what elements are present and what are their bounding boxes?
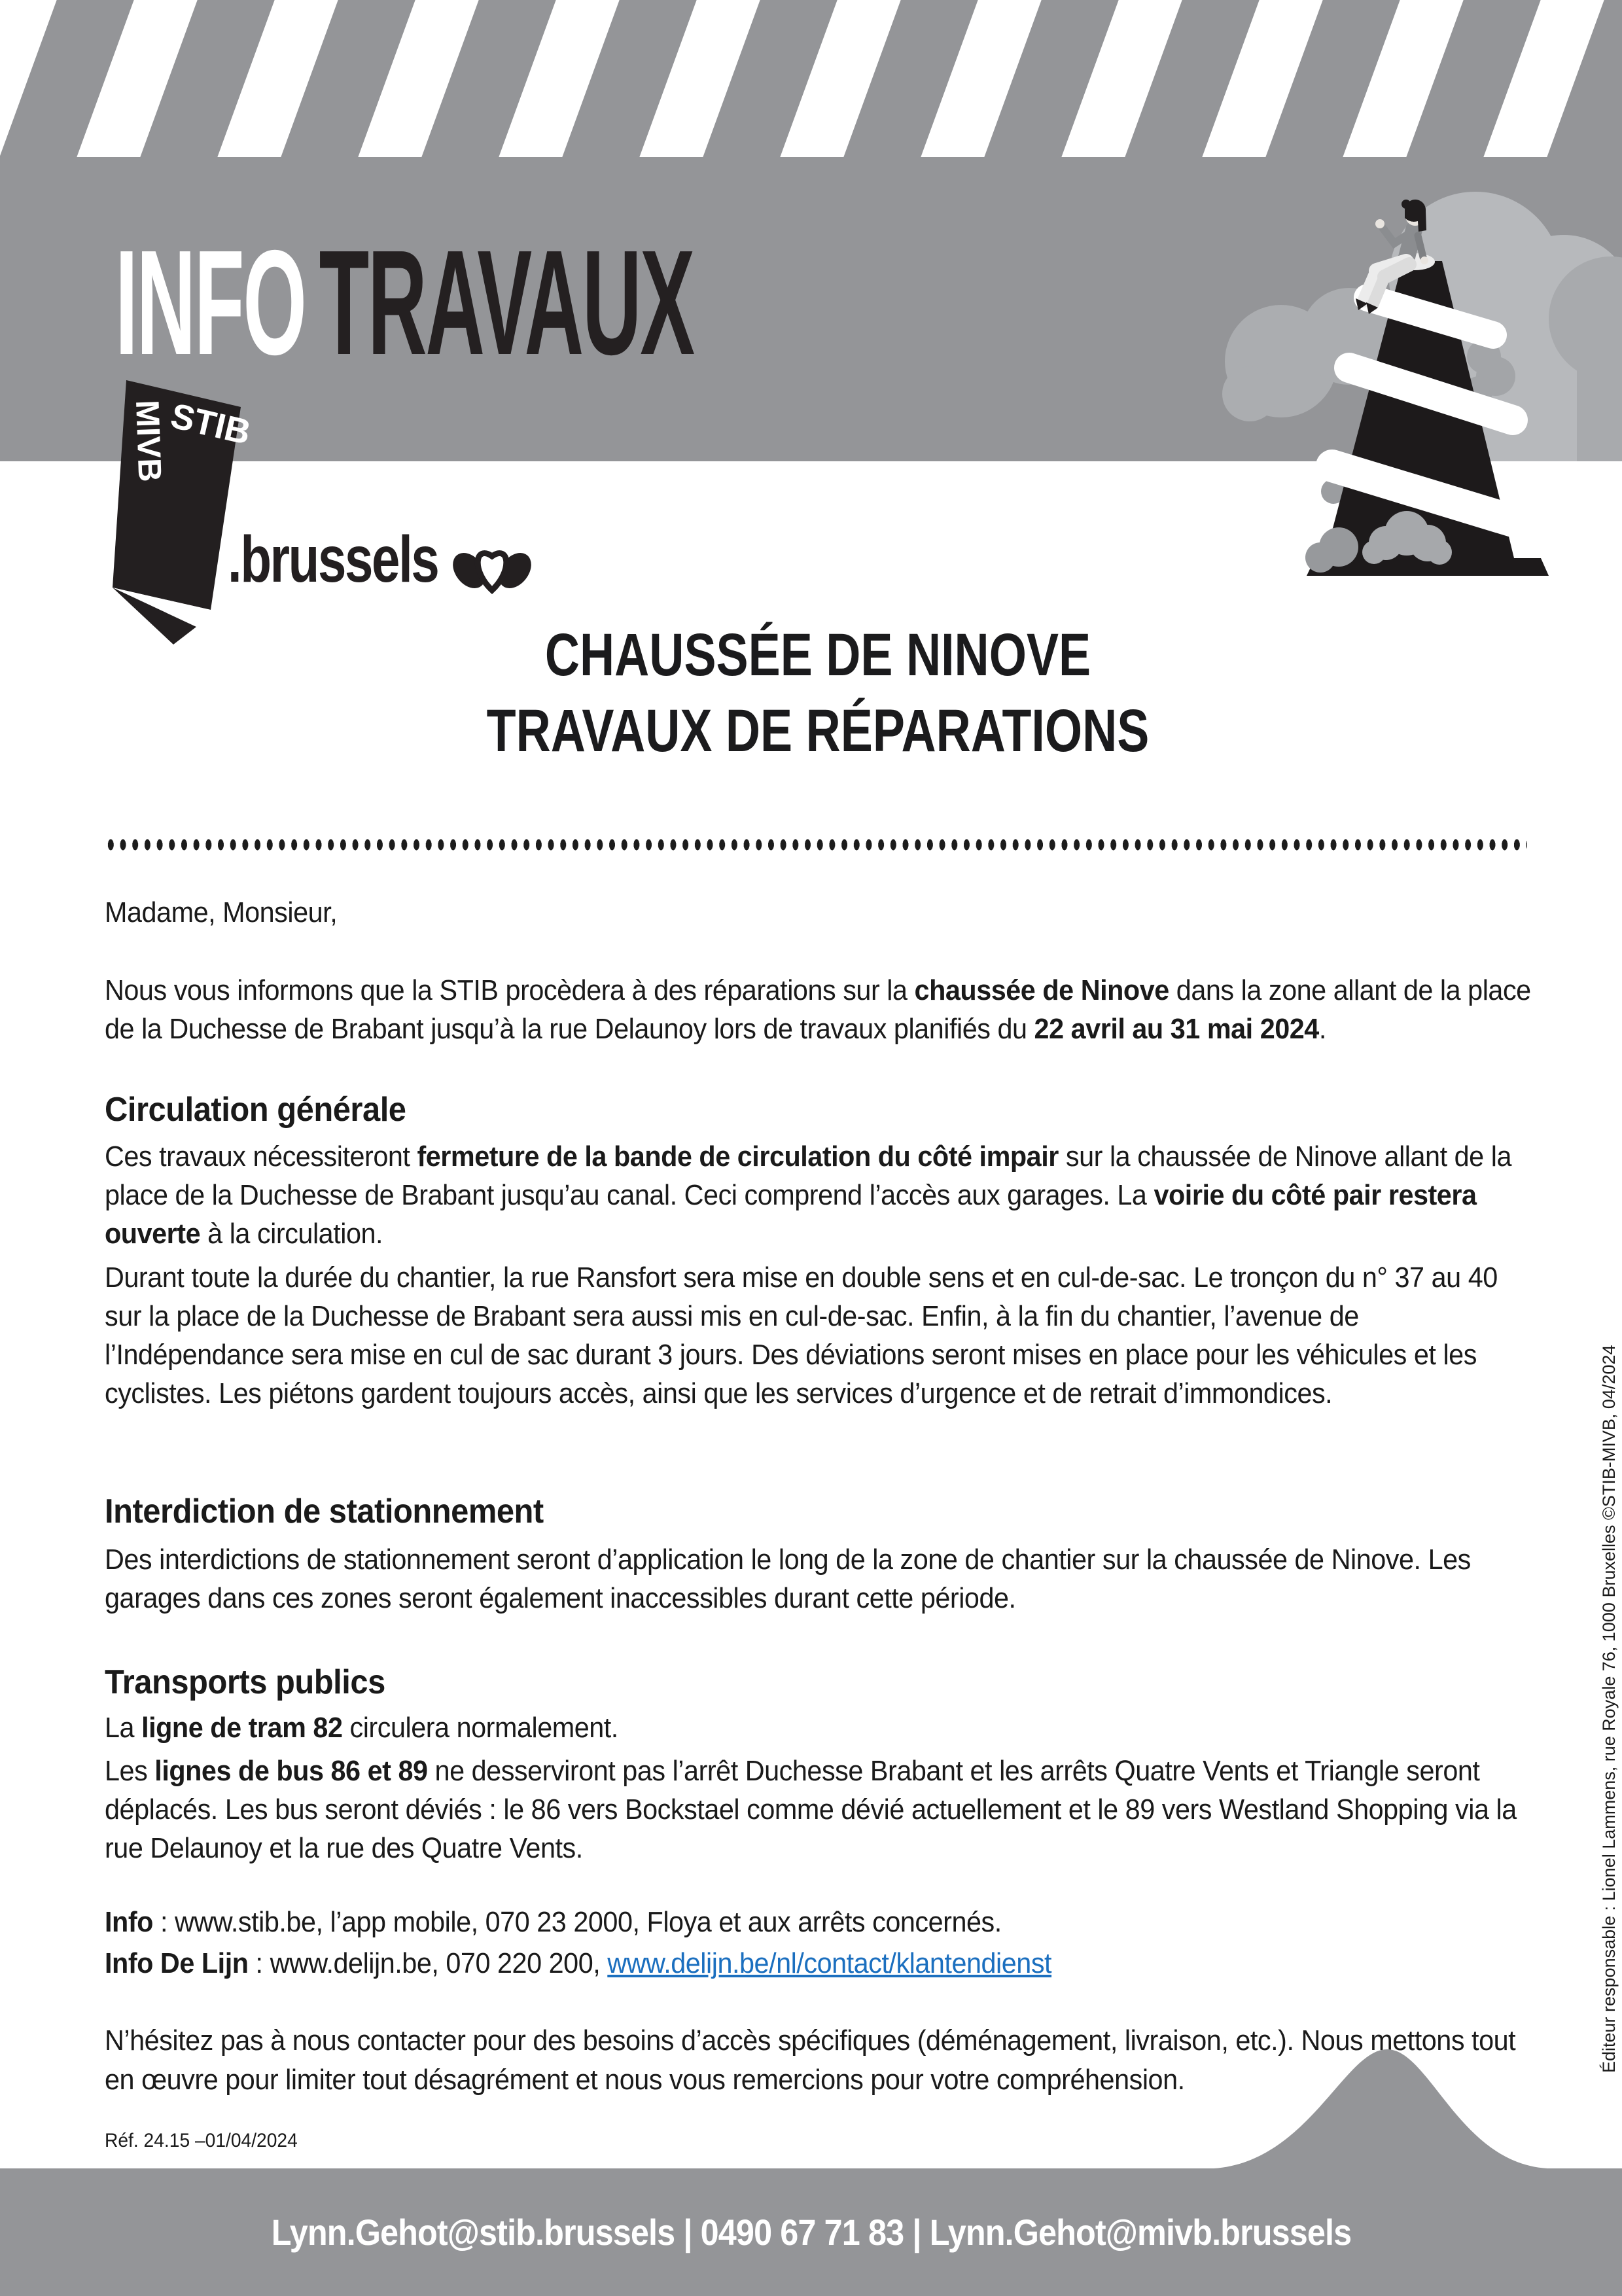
delijn-contact-link[interactable]: www.delijn.be/nl/contact/klantendienst	[607, 1947, 1052, 1979]
hill-icon	[1197, 2041, 1564, 2168]
dotted-separator	[105, 838, 1527, 852]
stib-mivb-logo-icon	[98, 366, 268, 674]
hazard-stripes-icon	[0, 0, 1622, 157]
salutation: Madame, Monsieur,	[105, 896, 338, 928]
paragraph: La ligne de tram 82 circulera normalement.	[105, 1712, 618, 1744]
info-line-stib: Info : www.stib.be, l’app mobile, 070 23 2000, Floya et aux arrêts concernés.	[105, 1906, 1002, 1938]
traffic-cone-illustration	[1210, 164, 1622, 582]
page-title	[247, 617, 1388, 769]
info-line-delijn: Info De Lijn : www.delijn.be, 070 220 200, www.delijn.be/nl/contact/klantendienst	[105, 1947, 1052, 1979]
logo-stib-text: STIB	[167, 396, 255, 453]
info-lines	[105, 1901, 1532, 1984]
section-transports-body	[105, 1708, 1532, 1867]
section-heading-transports: Transports publics	[105, 1663, 385, 1701]
section-heading-stationnement: Interdiction de stationnement	[105, 1492, 544, 1530]
footer-contact: Lynn.Gehot@stib.brussels | 0490 67 71 83 | Lynn.Gehot@mivb.brussels	[271, 2212, 1351, 2253]
intro-paragraph: Nous vous informons que la STIB procèdera à des réparations sur la chaussée de Ninove dans la zone allant de la place de la Duchesse de Brabant jusqu’à la rue Delaunoy lors de travaux planifiés du 22 avril au 31 mai 2024.	[105, 974, 1531, 1045]
footer-band	[0, 2168, 1622, 2296]
paragraph: Des interdictions de stationnement seront d’application le long de la zone de chantier sur la chaussée de Ninove. Les garages dans ces zones seront également inaccessibles durant cette période.	[105, 1544, 1471, 1614]
section-stationnement-body	[105, 1540, 1532, 1617]
brussels-wordmark: .brussels	[228, 523, 438, 596]
masthead-info: INFO	[115, 220, 306, 386]
reference-note: Réf. 24.15 –01/04/2024	[105, 2130, 298, 2151]
masthead-title	[115, 220, 694, 386]
paragraph: Ces travaux nécessiteront fermeture de la bande de circulation du côté impair sur la chaussée de Ninove allant de la place de la Duchesse de Brabant jusqu’au canal. Ceci comprend l’accès aux garages. La voirie du côté pair restera ouverte à la circulation.	[105, 1140, 1511, 1250]
paragraph: Les lignes de bus 86 et 89 ne desserviront pas l’arrêt Duchesse Brabant et les arrêts Quatre Vents et Triangle seront déplacés. Les bus seront déviés : le 86 vers Bockstael comme dévié actuellement et le 89 vers Westland Shopping via la rue Delaunoy et la rue des Quatre Vents.	[105, 1755, 1517, 1864]
section-circulation-body	[105, 1137, 1532, 1413]
publisher-credit: Éditeur responsable : Lionel Lammens, rue Royale 76, 1000 Bruxelles ©STIB-MIVB, 04/2024	[1599, 1345, 1619, 2073]
brussels-heart-icon	[451, 527, 533, 598]
logo-mivb-text: MIVB	[129, 399, 169, 483]
page-title-line1: CHAUSSÉE DE NINOVE	[544, 622, 1091, 688]
closing-paragraph: N’hésitez pas à nous contacter pour des besoins d’accès spécifiques (déménagement, livraison, etc.). Nous mettons tout en œuvre pour limiter tout désagrément et nous vous remercions pour votre compréhension.	[105, 2024, 1516, 2096]
page-title-line2: TRAVAUX DE RÉPARATIONS	[486, 698, 1150, 764]
masthead-travaux: TRAVAUX	[319, 220, 694, 386]
section-heading-circulation: Circulation générale	[105, 1091, 406, 1129]
paragraph: Durant toute la durée du chantier, la rue Ransfort sera mise en double sens et en cul-de-sac. Le tronçon du n° 37 au 40 sur la place de la Duchesse de Brabant sera aussi mis en cul-de-sac. Enfin, à la fin du chantier, l’avenue de l’Indépendance sera mise en cul de sac durant 3 jours. Des déviations seront mises en place pour les véhicules et les cyclistes. Les piétons gardent toujours accès, ainsi que les services d’urgence et de retrait d’immondices.	[105, 1262, 1498, 1409]
